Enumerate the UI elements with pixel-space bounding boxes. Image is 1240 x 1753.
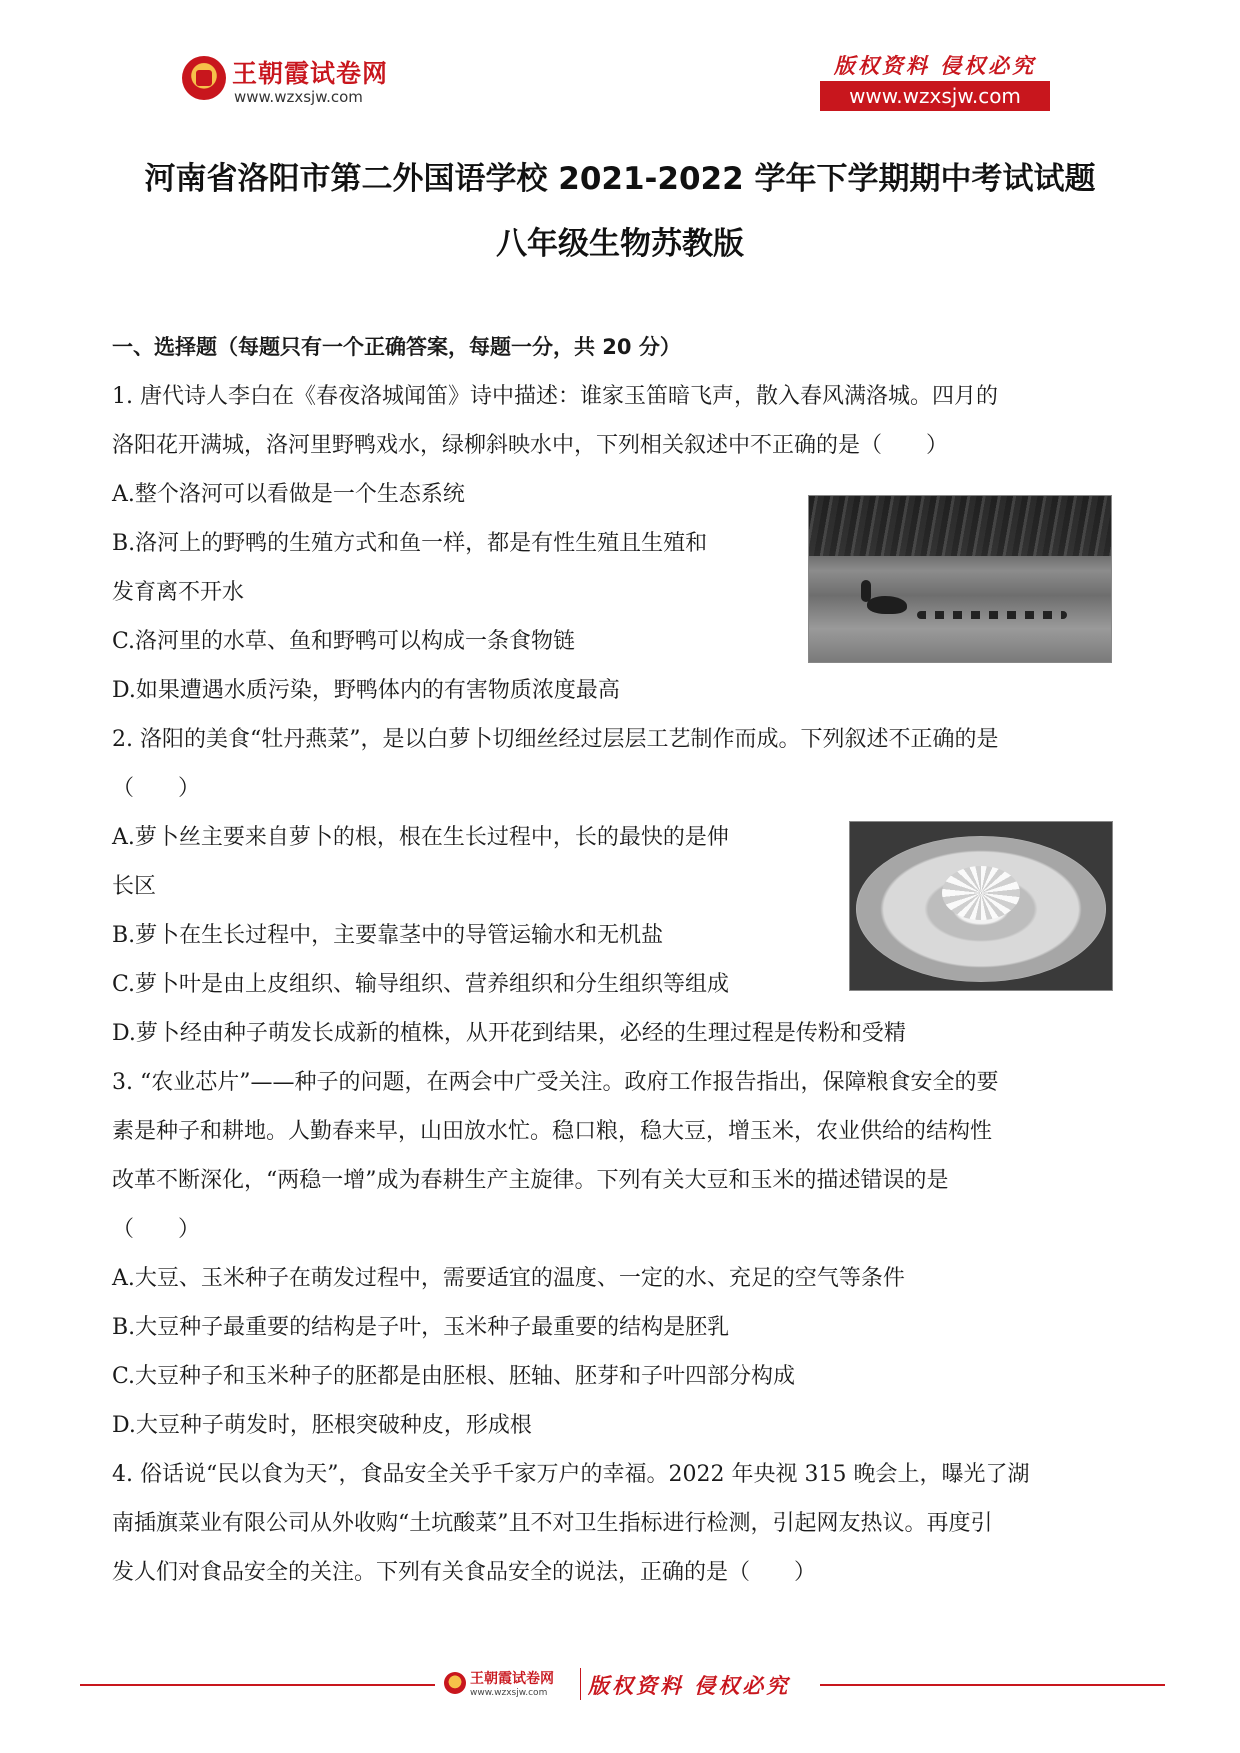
footer-logo-icon bbox=[444, 1672, 466, 1694]
logo-name: 王朝霞试卷网 bbox=[232, 59, 389, 88]
exam-title: 河南省洛阳市第二外国语学校 2021-2022 学年下学期期中考试试题 bbox=[144, 161, 1096, 197]
question-1-stem: 洛阳花开满城，洛河里野鸭戏水，绿柳斜映水中，下列相关叙述中不正确的是（ ） bbox=[112, 433, 949, 458]
question-3-stem: 改革不断深化，“两稳一增”成为春耕生产主旋律。下列有关大豆和玉米的描述错误的是 bbox=[112, 1168, 949, 1193]
logo-badge-icon bbox=[182, 56, 226, 100]
footer-copyright: 版权资料 侵权必究 bbox=[588, 1673, 791, 1698]
question-3-stem: 素是种子和耕地。人勤春来早，山田放水忙。稳口粮，稳大豆，增玉米，农业供给的结构性 bbox=[112, 1119, 993, 1144]
question-3-option-c: C.大豆种子和玉米种子的胚都是由胚根、胚轴、胚芽和子叶四部分构成 bbox=[112, 1364, 796, 1389]
question-2-option-a: 长区 bbox=[112, 874, 157, 899]
exam-subtitle: 八年级生物苏教版 bbox=[496, 226, 744, 262]
copyright-notice: 版权资料 侵权必究 bbox=[833, 53, 1037, 78]
footer-separator bbox=[580, 1668, 581, 1700]
question-3-stem: 3. “农业芯片”——种子的问题，在两会中广受关注。政府工作报告指出，保障粮食安全的要 bbox=[112, 1070, 999, 1095]
question-2-option-a: A.萝卜丝主要来自萝卜的根，根在生长过程中，长的最快的是伸 bbox=[112, 825, 729, 850]
peony-soup-photo bbox=[849, 821, 1113, 991]
question-2-option-c: C.萝卜叶是由上皮组织、输导组织、营养组织和分生组织等组成 bbox=[112, 972, 730, 997]
question-4-stem: 发人们对食品安全的关注。下列有关食品安全的说法，正确的是（ ） bbox=[112, 1560, 817, 1585]
question-1-option-a: A.整个洛河可以看做是一个生态系统 bbox=[112, 482, 465, 507]
duck-photo bbox=[808, 495, 1112, 663]
peony-flower-icon bbox=[942, 866, 1020, 920]
duck-icon bbox=[867, 596, 907, 614]
question-2-stem: 2. 洛阳的美食“牡丹燕菜”，是以白萝卜切细丝经过层层工艺制作而成。下列叙述不正确的是 bbox=[112, 727, 999, 752]
footer-divider bbox=[80, 1684, 435, 1686]
question-4-stem: 南插旗菜业有限公司从外收购“土坑酸菜”且不对卫生指标进行检测，引起网友热议。再度引 bbox=[112, 1511, 993, 1536]
section-heading: 一、选择题（每题只有一个正确答案，每题一分，共 20 分） bbox=[112, 335, 681, 359]
question-1-option-c: C.洛河里的水草、鱼和野鸭可以构成一条食物链 bbox=[112, 629, 576, 654]
question-2-option-b: B.萝卜在生长过程中，主要靠茎中的导管运输水和无机盐 bbox=[112, 923, 664, 948]
question-1-option-b: 发育离不开水 bbox=[112, 580, 245, 605]
question-1-option-b: B.洛河上的野鸭的生殖方式和鱼一样，都是有性生殖且生殖和 bbox=[112, 531, 708, 556]
question-1-stem: 1. 唐代诗人李白在《春夜洛城闻笛》诗中描述：谁家玉笛暗飞声，散入春风满洛城。四月的 bbox=[112, 384, 998, 409]
copyright-url: www.wzxsjw.com bbox=[820, 81, 1050, 111]
question-3-stem: （ ） bbox=[112, 1217, 201, 1242]
question-1-option-d: D.如果遭遇水质污染，野鸭体内的有害物质浓度最高 bbox=[112, 678, 620, 703]
footer-divider bbox=[820, 1684, 1165, 1686]
question-3-option-d: D.大豆种子萌发时，胚根突破种皮，形成根 bbox=[112, 1413, 532, 1438]
question-2-stem: （ ） bbox=[112, 776, 201, 801]
question-3-option-a: A.大豆、玉米种子在萌发过程中，需要适宜的温度、一定的水、充足的空气等条件 bbox=[112, 1266, 905, 1291]
footer-logo-url: www.wzxsjw.com bbox=[470, 1688, 548, 1698]
header-logo bbox=[182, 52, 412, 114]
question-4-stem: 4. 俗话说“民以食为天”，食品安全关乎千家万户的幸福。2022 年央视 315 晚会上，曝光了湖 bbox=[112, 1462, 1030, 1487]
question-3-option-b: B.大豆种子最重要的结构是子叶，玉米种子最重要的结构是胚乳 bbox=[112, 1315, 730, 1340]
question-2-option-d: D.萝卜经由种子萌发长成新的植株，从开花到结果，必经的生理过程是传粉和受精 bbox=[112, 1021, 906, 1046]
logo-url: www.wzxsjw.com bbox=[234, 88, 363, 106]
footer-logo-name: 王朝霞试卷网 bbox=[470, 1671, 554, 1687]
